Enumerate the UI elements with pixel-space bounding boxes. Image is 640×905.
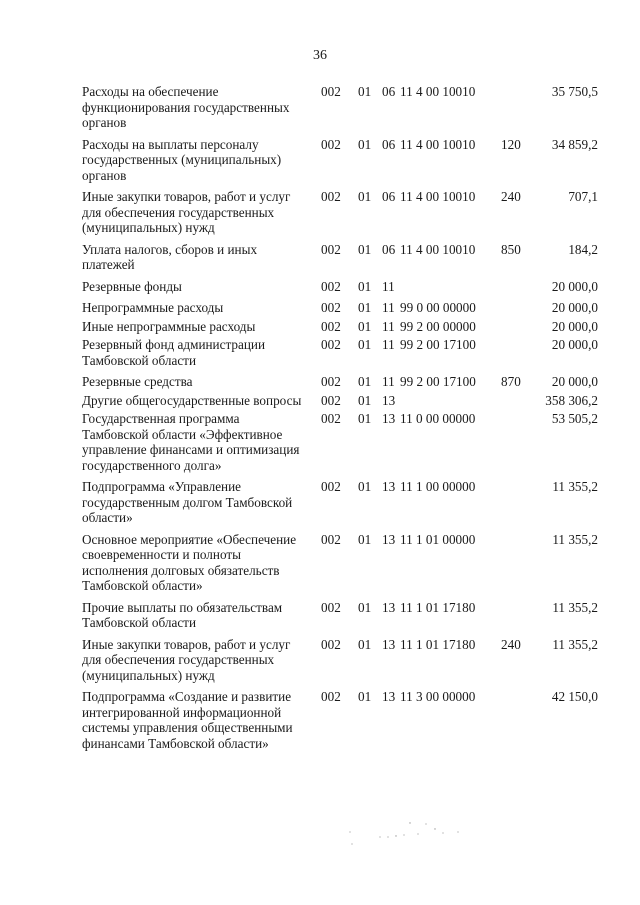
row-pr: 11 — [382, 337, 395, 352]
row-rz: 01 — [358, 189, 372, 204]
row-rz: 01 — [358, 392, 372, 408]
row-rz: 01 — [358, 374, 372, 389]
row-pr: 13 — [382, 599, 396, 615]
row-rz: 01 — [358, 689, 372, 704]
row-ved: 002 — [321, 531, 341, 547]
row-pr: 06 — [382, 189, 396, 204]
row-rz: 01 — [358, 136, 372, 152]
row-pr: 13 — [382, 636, 396, 652]
table-row — [82, 374, 622, 390]
row-name: Резервный фонд администрации Тамбовской области — [82, 337, 266, 368]
row-sum: 11 355,2 — [552, 599, 598, 615]
scan-noise-marks — [340, 820, 470, 850]
table-row — [82, 337, 622, 368]
row-sum: 11 355,2 — [552, 479, 598, 494]
table-row — [82, 279, 622, 295]
table-row — [82, 137, 622, 184]
row-vr: 120 — [501, 136, 521, 152]
budget-table — [82, 84, 622, 751]
row-sum: 42 150,0 — [551, 689, 598, 704]
row-sum: 20 000,0 — [551, 278, 598, 294]
row-name: Расходы на обеспечение функционирования государственных органов — [82, 84, 290, 130]
row-csr: 11 4 00 10010 — [400, 84, 476, 99]
row-pr: 06 — [382, 241, 396, 257]
table-row — [82, 532, 622, 594]
row-pr: 11 — [382, 318, 395, 334]
row-name: Иные закупки товаров, работ и услуг для обеспечения государственных (муниципальных) нужд — [82, 189, 291, 235]
row-ved: 002 — [321, 278, 341, 294]
row-name: Государственная программа Тамбовской области «Эффективное управление финансами и оптимизация государственного долга» — [82, 411, 300, 473]
table-row — [82, 189, 622, 236]
table-row — [82, 637, 622, 684]
row-csr: 11 1 01 00000 — [400, 531, 476, 547]
row-pr: 11 — [382, 300, 395, 315]
row-pr: 11 — [382, 374, 395, 389]
row-sum: 20 000,0 — [551, 318, 598, 334]
row-sum: 34 859,2 — [551, 136, 598, 152]
row-rz: 01 — [358, 337, 372, 352]
row-vr: 870 — [501, 374, 521, 389]
row-rz: 01 — [358, 479, 372, 494]
table-row — [82, 84, 622, 131]
row-csr: 11 1 01 17180 — [400, 636, 476, 652]
row-sum: 20 000,0 — [551, 300, 598, 315]
row-ved: 002 — [321, 689, 341, 704]
row-rz: 01 — [358, 531, 372, 547]
table-row — [82, 600, 622, 631]
row-ved: 002 — [321, 189, 341, 204]
row-csr: 11 1 01 17180 — [400, 599, 476, 615]
row-ved: 002 — [321, 318, 341, 334]
row-name: Прочие выплаты по обязательствам Тамбовской области — [82, 599, 283, 630]
row-sum: 11 355,2 — [552, 531, 598, 547]
row-pr: 13 — [382, 531, 396, 547]
row-name: Иные закупки товаров, работ и услуг для обеспечения государственных (муниципальных) нужд — [82, 636, 291, 683]
row-ved: 002 — [321, 337, 341, 352]
table-row — [82, 479, 622, 526]
table-row — [82, 393, 622, 409]
table-row — [82, 300, 622, 316]
row-sum: 53 505,2 — [551, 411, 598, 426]
row-pr: 13 — [382, 392, 396, 408]
row-vr: 240 — [501, 636, 521, 652]
row-ved: 002 — [321, 636, 341, 652]
row-csr: 11 1 00 00000 — [400, 479, 476, 494]
row-csr: 11 4 00 10010 — [400, 189, 476, 204]
row-name: Расходы на выплаты персоналу государственных (муниципальных) органов — [82, 136, 282, 183]
row-sum: 20 000,0 — [551, 374, 598, 389]
row-sum: 35 750,5 — [551, 84, 598, 99]
row-ved: 002 — [321, 241, 341, 257]
row-name: Непрограммные расходы — [82, 300, 224, 315]
row-csr: 99 2 00 17100 — [400, 337, 476, 352]
row-pr: 13 — [382, 689, 396, 704]
row-rz: 01 — [358, 241, 372, 257]
row-rz: 01 — [358, 411, 372, 426]
row-ved: 002 — [321, 411, 341, 426]
row-ved: 002 — [321, 374, 341, 389]
row-ved: 002 — [321, 136, 341, 152]
row-ved: 002 — [321, 300, 341, 315]
row-pr: 13 — [382, 479, 396, 494]
row-sum: 11 355,2 — [552, 636, 598, 652]
row-csr: 11 0 00 00000 — [400, 411, 476, 426]
row-csr: 99 2 00 17100 — [400, 374, 476, 389]
table-row — [82, 242, 622, 273]
row-name: Резервные фонды — [82, 278, 182, 294]
page-number: 36 — [313, 48, 327, 63]
row-rz: 01 — [358, 318, 372, 334]
row-name: Другие общегосударственные вопросы — [82, 392, 302, 408]
table-row — [82, 689, 622, 751]
row-csr: 99 2 00 00000 — [400, 318, 476, 334]
row-name: Резервные средства — [82, 374, 193, 389]
row-name: Основное мероприятие «Обеспечение своевременности и полноты исполнения долговых обязательств Тамбовской области» — [82, 531, 297, 593]
row-pr: 06 — [382, 136, 396, 152]
row-rz: 01 — [358, 599, 372, 615]
row-vr: 240 — [501, 189, 521, 204]
row-csr: 11 3 00 00000 — [400, 689, 476, 704]
row-rz: 01 — [358, 278, 372, 294]
row-csr: 99 0 00 00000 — [400, 300, 476, 315]
row-pr: 06 — [382, 84, 396, 99]
row-name: Подпрограмма «Создание и развитие интегрированной информационной системы управления общественными финансами Тамбовской области» — [82, 689, 293, 751]
table-row — [82, 411, 622, 473]
row-name: Уплата налогов, сборов и иных платежей — [82, 241, 258, 272]
row-csr: 11 4 00 10010 — [400, 241, 476, 257]
row-rz: 01 — [358, 636, 372, 652]
row-sum: 358 306,2 — [545, 392, 598, 408]
row-ved: 002 — [321, 599, 341, 615]
row-rz: 01 — [358, 84, 372, 99]
row-name: Подпрограмма «Управление государственным долгом Тамбовской области» — [82, 479, 293, 525]
row-ved: 002 — [321, 84, 341, 99]
row-pr: 13 — [382, 411, 396, 426]
row-sum: 20 000,0 — [551, 337, 598, 352]
row-ved: 002 — [321, 479, 341, 494]
row-vr: 850 — [501, 241, 521, 257]
row-ved: 002 — [321, 392, 341, 408]
row-rz: 01 — [358, 300, 372, 315]
row-pr: 11 — [382, 278, 395, 294]
row-name: Иные непрограммные расходы — [82, 318, 256, 334]
row-sum: 707,1 — [568, 189, 598, 204]
row-csr: 11 4 00 10010 — [400, 136, 476, 152]
table-row — [82, 319, 622, 335]
row-sum: 184,2 — [568, 241, 598, 257]
